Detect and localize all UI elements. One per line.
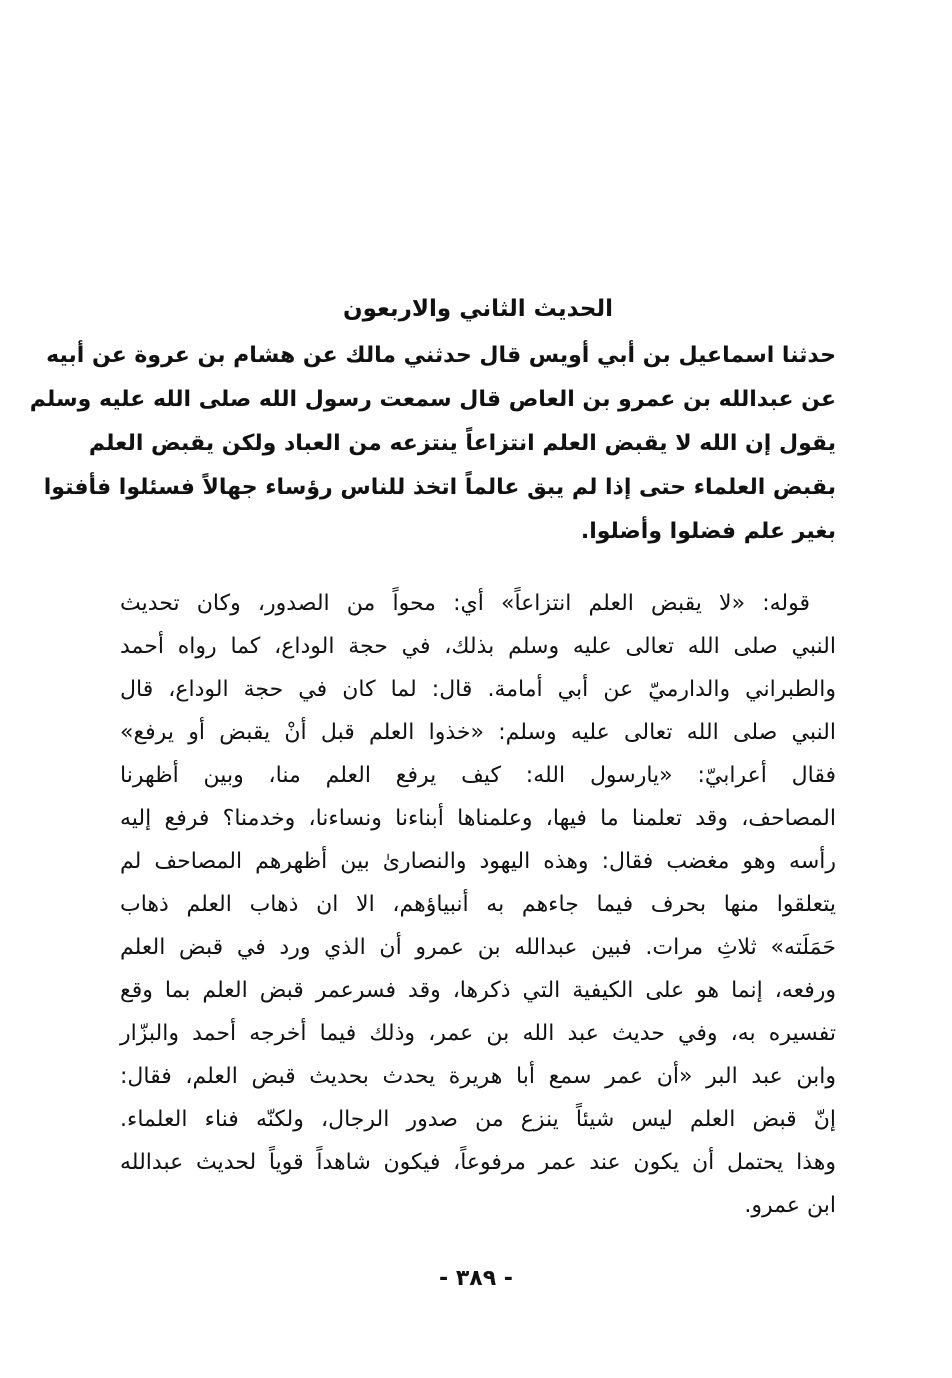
commentary-line: حَمَلَته» ثلاثِ مرات. فبين عبدالله بن عمرو أن الذي ورد في قبض العلم: [120, 935, 836, 960]
commentary-line: النبي صلى الله تعالى عليه وسلم بذلك، في حجة الوداع، كما رواه أحمد: [120, 634, 836, 659]
commentary-line: ابن عمرو.: [744, 1193, 836, 1218]
hadith-title: الحديث الثاني والاربعون: [342, 296, 614, 322]
hadith-line: بقبض العلماء حتى إذا لم يبق عالماً اتخذ للناس رؤساء جهالاً فسئلوا فأفتوا: [43, 475, 836, 500]
commentary-line: رأسه وهو مغضب فقال: وهذه اليهود والنصارىٰ بين أظهرهم المصاحف لم: [120, 849, 836, 874]
commentary-line: ورفعه، إنما هو على الكيفية التي ذكرها، وقد فسرعمر قبض العلم بما وقع: [120, 978, 836, 1003]
commentary-line: قوله: «لا يقبض العلم انتزاعاً» أي: محواً من الصدور، وكان تحديث: [120, 591, 810, 616]
commentary-line: إنّ قبض العلم ليس شيئاً ينزع من صدور الرجال، ولكنّه فناء العلماء.: [120, 1107, 836, 1132]
hadith-line: يقول إن الله لا يقبض العلم انتزاعاً ينتزعه من العباد ولكن يقبض العلم: [88, 431, 836, 456]
commentary-line: فقال أعرابيّ: «يارسول الله: كيف يرفع العلم منا، وبين أظهرنا: [120, 763, 836, 788]
page-number: - ٣٨٩ -: [439, 1266, 513, 1291]
commentary-line: وهذا يحتمل أن يكون عند عمر مرفوعاً، فيكون شاهداً قوياً لحديث عبدالله: [120, 1150, 836, 1175]
hadith-line: بغير علم فضلوا وأضلوا.: [580, 519, 836, 544]
hadith-line: حدثنا اسماعيل بن أبي أويس قال حدثني مالك عن هشام بن عروة عن أبيه: [46, 343, 836, 368]
commentary-line: يتعلقوا منها بحرف فيما جاءهم به أنبياؤهم، الا ان ذهاب العلم ذهاب: [120, 892, 836, 917]
commentary-line: المصاحف، وقد تعلمنا ما فيها، وعلمناها أبناءنا ونساءنا، وخدمنا؟ فرفع إليه: [120, 806, 836, 831]
hadith-line: عن عبدالله بن عمرو بن العاص قال سمعت رسول الله صلى الله عليه وسلم: [29, 387, 836, 412]
commentary-line: تفسيره به، وفي حديث عبد الله بن عمر، وذلك فيما أخرجه أحمد والبزّار: [120, 1021, 836, 1046]
commentary-line: النبي صلى الله تعالى عليه وسلم: «خذوا العلم قبل أنْ يقبض أو يرفع»: [120, 720, 836, 745]
commentary-line: والطبراني والدارميّ عن أبي أمامة. قال: لما كان في حجة الوداع، قال: [120, 677, 836, 702]
commentary-line: وابن عبد البر «أن عمر سمع أبا هريرة يحدث بحديث قبض العلم، فقال:: [120, 1064, 836, 1089]
